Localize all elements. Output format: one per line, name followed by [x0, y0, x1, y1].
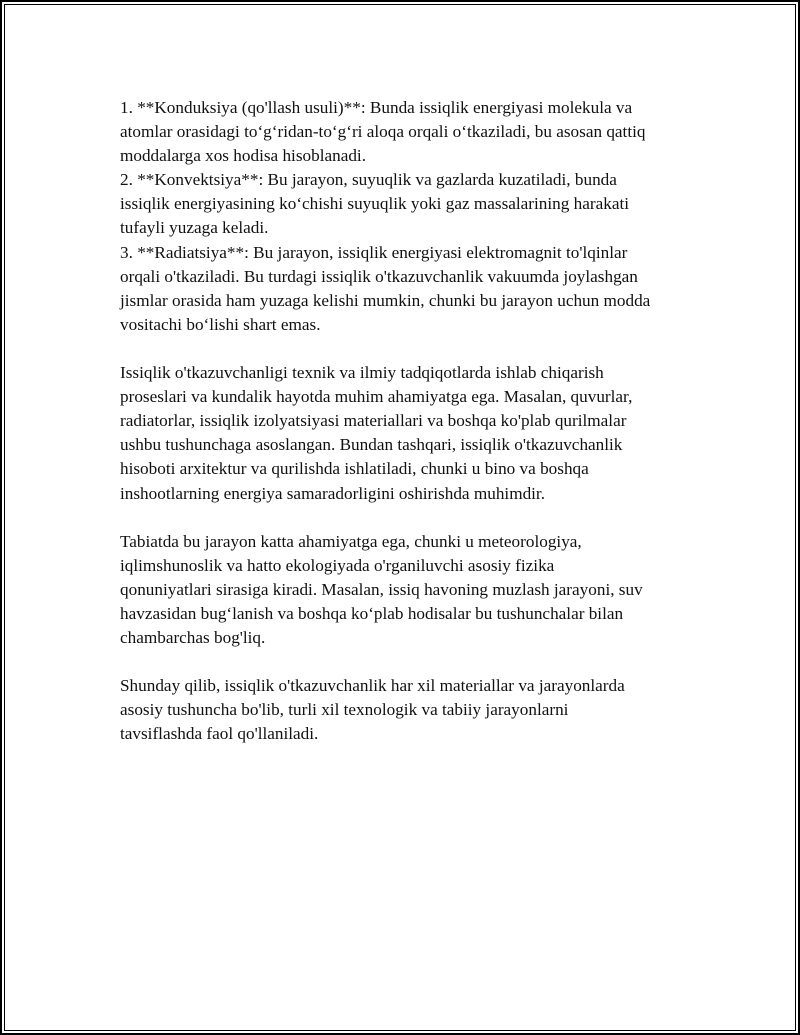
text-line: radiatorlar, issiqlik izolyatsiyasi materiallari va boshqa ko'plab qurilmalar: [120, 411, 627, 431]
list-item-radiatsiya: [120, 241, 700, 337]
text-line: issiqlik energiyasining ko‘chishi suyuqlik yoki gaz massalarining harakati: [120, 194, 630, 214]
text-line: qonuniyatlari sirasiga kiradi. Masalan, issiq havoning muzlash jarayoni, suv: [120, 579, 643, 599]
text-line: tufayli yuzaga keladi.: [120, 218, 269, 238]
paragraph-applications: [120, 361, 700, 506]
paragraph-spacer: [120, 650, 700, 674]
text-line: jismlar orasida ham yuzaga kelishi mumkin, chunki bu jarayon uchun modda: [120, 290, 651, 310]
text-line: Tabiatda bu jarayon katta ahamiyatga ega, chunki u meteorologiya,: [120, 531, 582, 551]
text-line: 3. **Radiatsiya**: Bu jarayon, issiqlik energiyasi elektromagnit to'lqinlar: [120, 242, 628, 262]
document-body: [120, 96, 700, 747]
paragraph-spacer: [120, 337, 700, 361]
text-line: tavsiflashda faol qo'llaniladi.: [120, 724, 319, 744]
text-line: iqlimshunoslik va hatto ekologiyada o'rganiluvchi asosiy fizika: [120, 555, 555, 575]
text-line: Issiqlik o'tkazuvchanligi texnik va ilmiy tadqiqotlarda ishlab chiqarish: [120, 363, 604, 383]
paragraph-spacer: [120, 506, 700, 530]
paragraph-nature: [120, 530, 700, 650]
text-line: inshootlarning energiya samaradorligini oshirishda muhimdir.: [120, 483, 546, 503]
text-line: vositachi bo‘lishi shart emas.: [120, 314, 321, 334]
text-line: atomlar orasidagi to‘g‘ridan-to‘g‘ri aloqa orqali o‘tkaziladi, bu asosan qattiq: [120, 122, 646, 142]
list-item-konvektsiya: [120, 168, 700, 240]
text-line: moddalarga xos hodisa hisoblanadi.: [120, 146, 366, 166]
text-line: ushbu tushunchaga asoslangan. Bundan tashqari, issiqlik o'tkazuvchanlik: [120, 435, 623, 455]
text-line: havzasidan bug‘lanish va boshqa ko‘plab hodisalar bu tushunchalar bilan: [120, 603, 624, 623]
text-line: 2. **Konvektsiya**: Bu jarayon, suyuqlik va gazlarda kuzatiladi, bunda: [120, 170, 617, 190]
text-line: orqali o'tkaziladi. Bu turdagi issiqlik o'tkazuvchanlik vakuumda joylashgan: [120, 266, 638, 286]
text-line: chambarchas bog'liq.: [120, 628, 266, 648]
text-line: 1. **Konduksiya (qo'llash usuli)**: Bunda issiqlik energiyasi molekula va: [120, 98, 633, 117]
text-line: proseslari va kundalik hayotda muhim ahamiyatga ega. Masalan, quvurlar,: [120, 387, 633, 407]
list-item-konduksiya: [120, 96, 700, 168]
text-line: hisoboti arxitektur va qurilishda ishlatiladi, chunki u bino va boshqa: [120, 459, 589, 479]
text-line: Shunday qilib, issiqlik o'tkazuvchanlik har xil materiallar va jarayonlarda: [120, 676, 625, 696]
paragraph-conclusion: [120, 674, 700, 746]
text-line: asosiy tushuncha bo'lib, turli xil texnologik va tabiiy jarayonlarni: [120, 700, 569, 720]
